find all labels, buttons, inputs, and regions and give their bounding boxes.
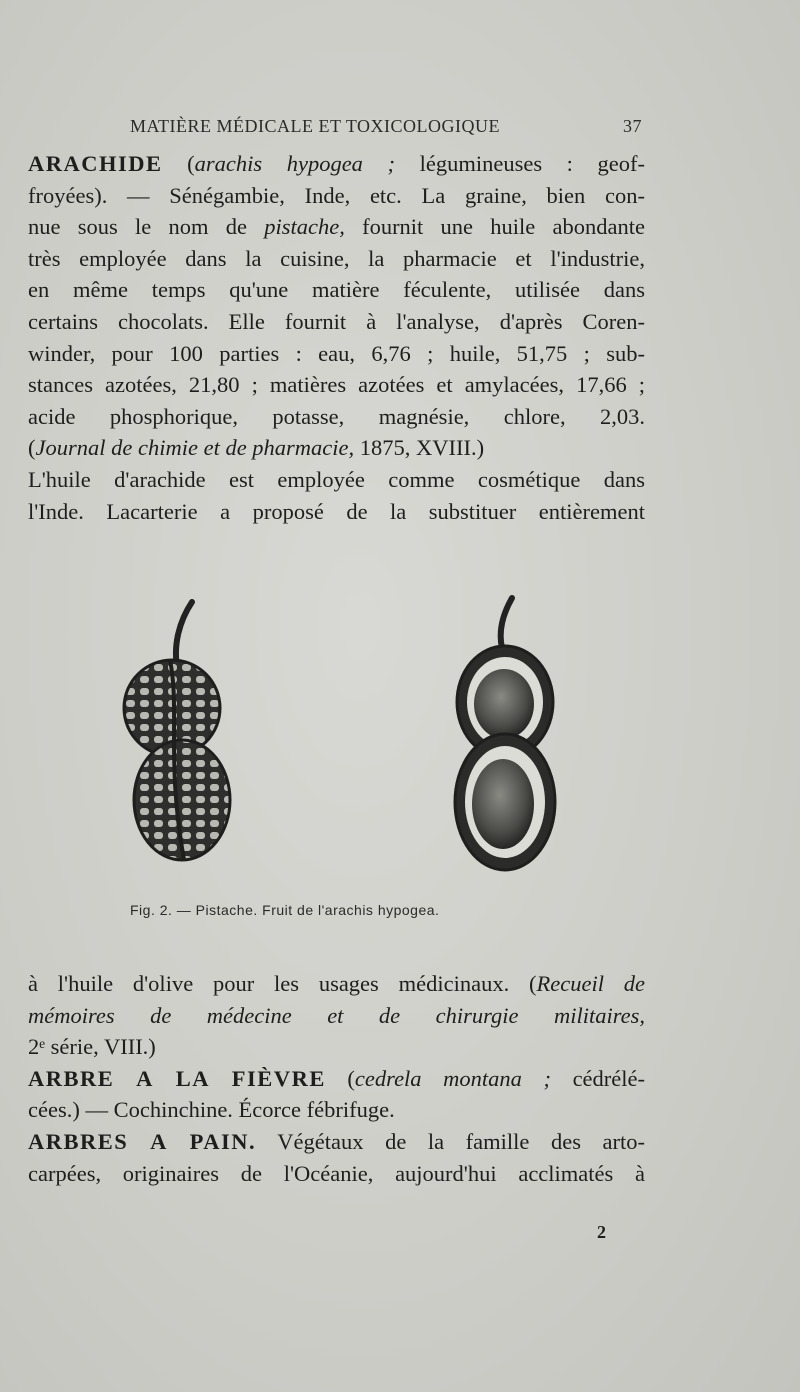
text-line: (Journal de chimie et de pharmacie, 1875, XVIII.): [28, 435, 485, 461]
text-line: carpées, originaires de l'Océanie, aujourd'hui acclimatés à: [28, 1160, 645, 1186]
headword-arbres-pain: ARBRES A PAIN.: [28, 1128, 257, 1154]
page-number: 37: [623, 116, 642, 136]
running-header: [100, 116, 650, 140]
headword-arachide: ARACHIDE: [28, 151, 163, 176]
signature-mark: 2: [597, 1222, 606, 1242]
text-continuation: [28, 968, 645, 1189]
text-line: stances azotées, 21,80 ; matières azotées et amylacées, 17,66 ;: [28, 372, 645, 398]
text-line: certains chocolats. Elle fournit à l'analyse, d'après Coren-: [28, 308, 645, 334]
text-line: mémoires de médecine et de chirurgie militaires,: [28, 1002, 645, 1028]
text-line: L'huile d'arachide est employée comme cosmétique dans: [28, 466, 645, 492]
text-line: nue sous le nom de pistache, fournit une huile abondante: [28, 214, 645, 240]
text-line: à l'huile d'olive pour les usages médicinaux. (Recueil de: [28, 971, 645, 996]
text-line: acide phosphorique, potasse, magnésie, chlore, 2,03.: [28, 403, 645, 429]
text-line: ARBRES A PAIN. Végétaux de la famille des arto-: [28, 1128, 646, 1154]
text-line: cées.) — Cochinchine. Écorce fébrifuge.: [28, 1097, 395, 1123]
entry-arachide: [28, 148, 645, 527]
text-line: très employée dans la cuisine, la pharmacie et l'industrie,: [28, 245, 645, 271]
text-line: winder, pour 100 parties : eau, 6,76 ; huile, 51,75 ; sub-: [28, 340, 645, 366]
text-line: ARBRE A LA FIÈVRE (cedrela montana ; cédrélé-: [28, 1065, 646, 1091]
text-line: froyées). — Sénégambie, Inde, etc. La graine, bien con-: [28, 182, 645, 208]
peanut-open-icon: [455, 598, 555, 870]
text-line: l'Inde. Lacarterie a proposé de la substituer entièrement: [28, 498, 645, 524]
figure-caption: Fig. 2. — Pistache. Fruit de l'arachis hypogea.: [130, 902, 440, 918]
peanut-whole-icon: [124, 602, 230, 860]
text-line: en même temps qu'une matière féculente, utilisée dans: [28, 277, 645, 303]
figure-peanut: [110, 590, 590, 890]
text-line: 2ᵉ série, VIII.): [28, 1034, 156, 1060]
headword-arbre-fievre: ARBRE A LA FIÈVRE: [28, 1065, 326, 1091]
text-line: ARACHIDE (arachis hypogea ; légumineuses : geof-: [28, 151, 645, 176]
running-title: MATIÈRE MÉDICALE ET TOXICOLOGIQUE: [130, 116, 500, 136]
